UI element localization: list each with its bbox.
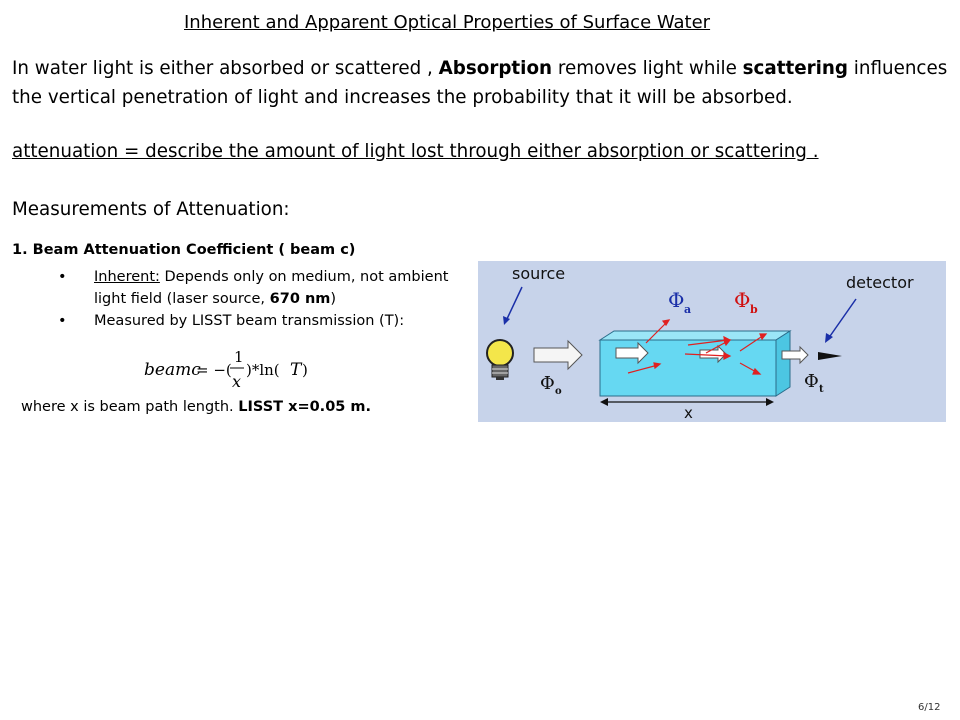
formula-end: ) (302, 361, 308, 379)
formula-numerator: 1 (234, 348, 244, 366)
beam-bullet-list (58, 266, 458, 332)
phi-t-subscript: t (819, 384, 824, 395)
detector-label: detector (846, 273, 914, 292)
measurements-heading: Measurements of Attenuation: (12, 199, 290, 220)
path-length-note (21, 399, 371, 415)
formula-denominator: x (232, 372, 242, 391)
intro-text-1: In water light is either absorbed or scattered , (12, 58, 439, 79)
inherent-label: Inherent: (94, 269, 160, 285)
bullet-measured (58, 310, 458, 332)
page-number: 6/12 (918, 702, 941, 713)
phi-o-subscript: o (555, 386, 562, 397)
inherent-text-b: ) (330, 291, 337, 307)
attenuation-definition: attenuation = describe the amount of light lost through either absorption or scattering . (12, 141, 819, 162)
intro-text-2: removes light while (552, 58, 743, 79)
intro-absorption-term: Absorption (438, 58, 553, 79)
water-column (600, 331, 790, 396)
intro-paragraph (12, 54, 952, 112)
phi-t-symbol: Φ (804, 371, 819, 392)
intro-scattering-term: scattering (742, 58, 848, 79)
lisst-path-length: LISST x=0.05 m. (238, 399, 372, 415)
bullet-dot: • (58, 269, 67, 285)
measured-text: Measured by LISST beam transmission (T): (94, 313, 405, 329)
phi-b-symbol: Φ (734, 288, 751, 312)
beam-formula (144, 345, 314, 395)
beam-heading: 1. Beam Attenuation Coefficient ( beam c) (12, 242, 356, 258)
where-text: where x is beam path length. (21, 399, 239, 415)
bullet-inherent (58, 266, 458, 310)
bullet-dot: • (58, 313, 67, 329)
formula-lhs: beamc (144, 360, 201, 380)
beam-attenuation-diagram (478, 261, 946, 422)
phi-a-subscript: a (684, 303, 692, 316)
path-length-label: x (684, 404, 693, 422)
page-title: Inherent and Apparent Optical Properties of Surface Water (184, 12, 711, 33)
source-label: source (512, 264, 566, 283)
inherent-text-a: Depends only on medium, not ambient light field (laser source, (94, 269, 449, 307)
formula-rhs: )*ln( (246, 361, 280, 379)
formula-t: T (290, 360, 302, 380)
formula-mid: = −( (196, 361, 232, 379)
phi-b-subscript: b (750, 303, 758, 316)
phi-o-symbol: Φ (540, 373, 555, 394)
intro-text-3: influences the vertical penetration of light and increases the probability that it will be absorbed. (12, 58, 948, 108)
wavelength-value: 670 nm (269, 291, 331, 307)
phi-a-symbol: Φ (668, 288, 685, 312)
